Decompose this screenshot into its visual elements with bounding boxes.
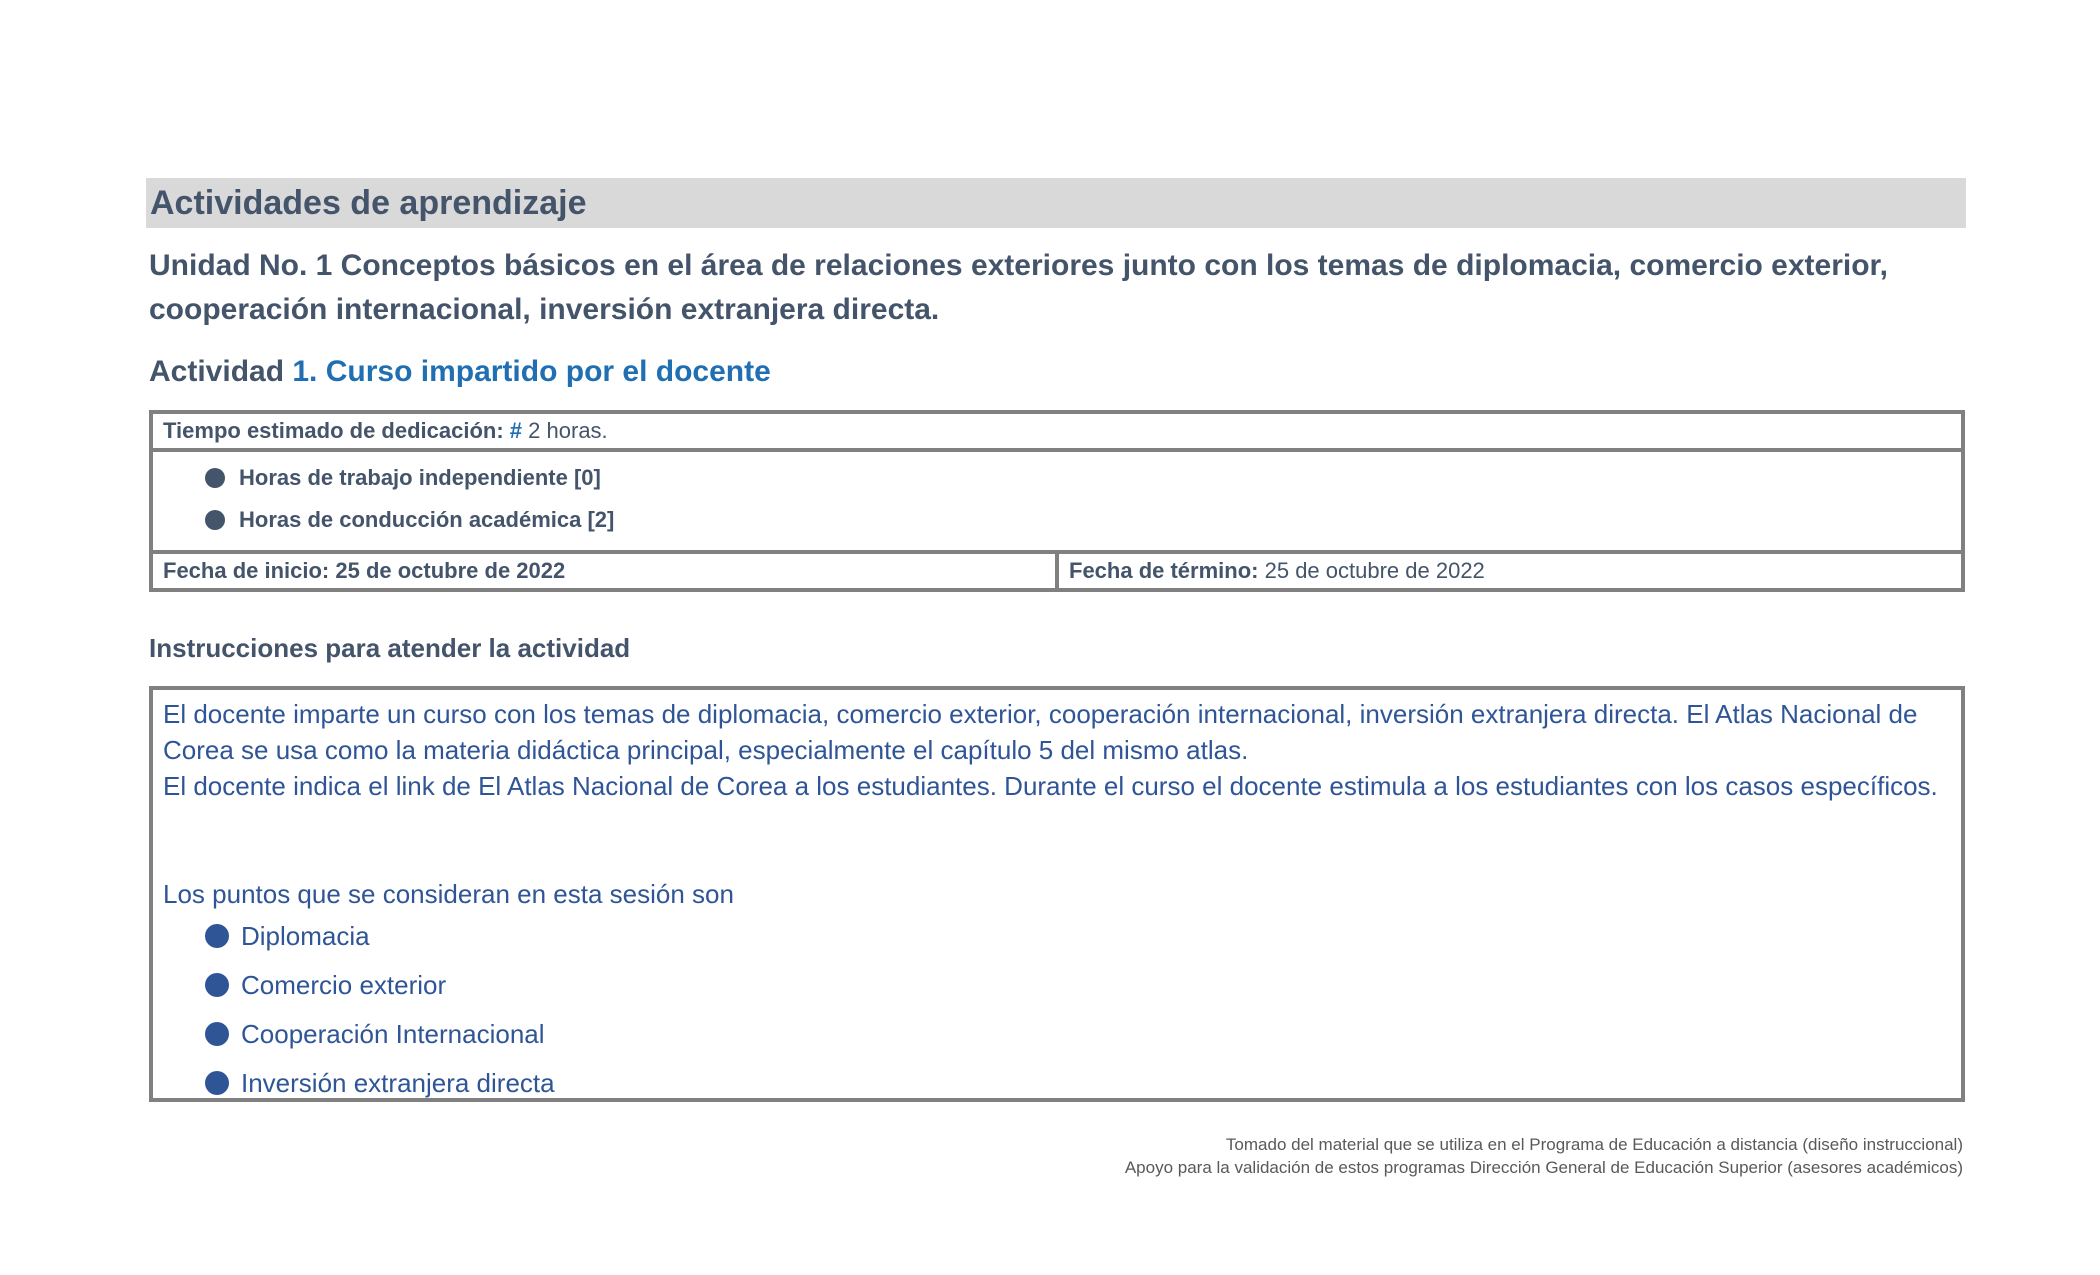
- start-date: Fecha de inicio: 25 de octubre de 2022: [153, 554, 1059, 588]
- end-date-value: 25 de octubre de 2022: [1264, 558, 1485, 583]
- hours-item: [205, 458, 601, 498]
- bullet-icon: [205, 924, 229, 948]
- page-heading: Actividades de aprendizaje: [146, 178, 1966, 228]
- points-intro: Los puntos que se consideran en esta sesión son: [163, 879, 734, 909]
- instructions-paragraph: El docente imparte un curso con los temas de diplomacia, comercio exterior, cooperación internacional, inversión extranjera directa. El Atlas Nacional de Corea se usa como la materia didáctica principal, especialmente el capítulo 5 del mismo atlas.: [163, 699, 1918, 765]
- end-date: [1059, 554, 1961, 588]
- instructions-paragraph: El docente indica el link de El Atlas Nacional de Corea a los estudiantes. Durante el curso el docente estimula a los estudiantes con los casos específicos.: [163, 771, 1938, 801]
- end-date-label: Fecha de término:: [1069, 558, 1259, 583]
- footer-note: [1125, 1133, 1963, 1179]
- activity-name: 1. Curso impartido por el docente: [292, 355, 771, 388]
- point-label: Inversión extranjera directa: [241, 1067, 555, 1098]
- time-row: [153, 414, 1961, 452]
- activity-prefix: Actividad: [149, 355, 285, 388]
- bullet-icon: [205, 1022, 229, 1046]
- hours-row: [153, 452, 1961, 554]
- bullet-icon: [205, 468, 225, 488]
- bullet-icon: [205, 1071, 229, 1095]
- unit-title: Unidad No. 1 Conceptos básicos en el área de relaciones exteriores junto con los temas de diplomacia, comercio exterior, cooperación internacional, inversión extranjera directa.: [149, 249, 1888, 326]
- activity-title: [149, 350, 771, 394]
- time-value: 2 horas.: [528, 418, 608, 443]
- point-item: [205, 916, 370, 956]
- instructions-box: [149, 686, 1965, 1102]
- point-label: Comercio exterior: [241, 969, 447, 1000]
- bullet-icon: [205, 973, 229, 997]
- hours-item-label: Horas de trabajo independiente [0]: [239, 465, 601, 490]
- dates-row: [153, 554, 1961, 588]
- point-item: [205, 1014, 545, 1054]
- point-item: [205, 965, 446, 1005]
- point-label: Cooperación Internacional: [241, 1018, 545, 1049]
- bullet-icon: [205, 510, 225, 530]
- footer-line: Apoyo para la validación de estos programas Dirección General de Educación Superior (asesores académicos): [1124, 1158, 1963, 1177]
- activity-info-table: [149, 410, 1965, 592]
- footer-line: Tomado del material que se utiliza en el Programa de Educación a distancia (diseño instruccional): [1225, 1135, 1963, 1154]
- time-hash: #: [509, 418, 523, 443]
- hours-item: [205, 500, 614, 540]
- hours-item-label: Horas de conducción académica [2]: [239, 507, 615, 532]
- point-item: [205, 1063, 555, 1103]
- point-label: Diplomacia: [241, 920, 370, 951]
- instructions-heading: Instrucciones para atender la actividad: [149, 633, 631, 663]
- time-label: Tiempo estimado de dedicación:: [163, 418, 504, 443]
